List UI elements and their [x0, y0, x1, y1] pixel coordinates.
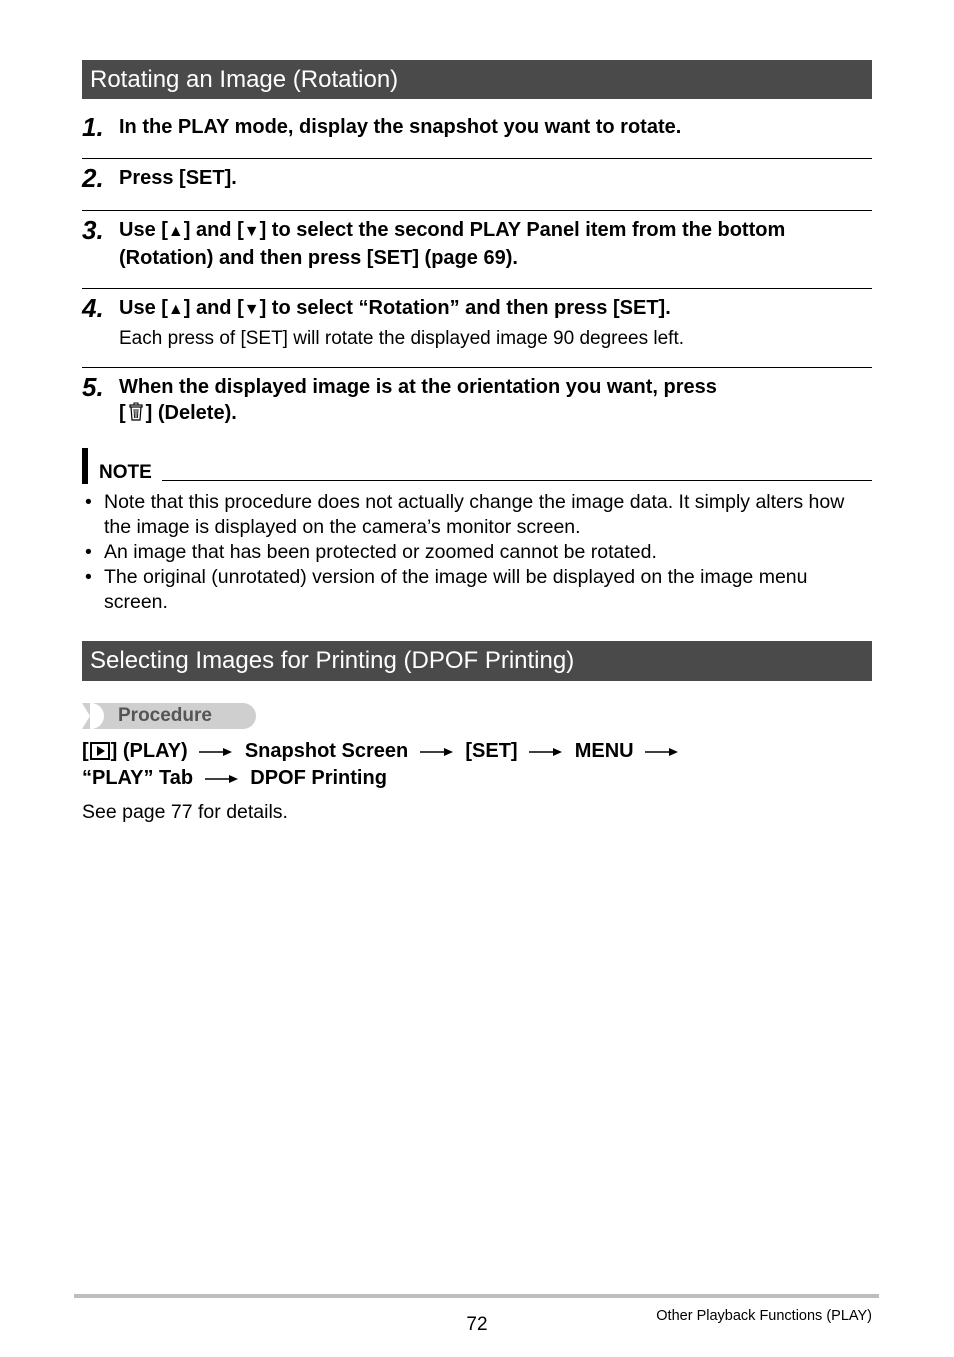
footer-section-title: Other Playback Functions (PLAY): [656, 1308, 872, 1324]
step-number: 1.: [82, 112, 104, 142]
step-divider: [82, 288, 872, 289]
path-text: “PLAY” Tab: [82, 767, 194, 789]
note-list: [82, 490, 872, 615]
step-text-part: When the displayed image is at the orientation you want, press: [119, 376, 717, 398]
path-text: [: [82, 740, 89, 762]
trash-icon: [128, 402, 144, 429]
arrow-right-icon: [199, 747, 233, 757]
arrow-right-icon: [420, 747, 454, 757]
section-title-rotation: Rotating an Image (Rotation): [82, 60, 872, 99]
path-text: MENU: [574, 740, 634, 762]
step-number: 2.: [82, 163, 104, 193]
menu-path: [82, 738, 872, 792]
down-arrow-icon: ▼: [243, 301, 260, 318]
step-text-part: ] to select the second PLAY Panel item from the bottom: [259, 219, 786, 241]
up-arrow-icon: ▲: [167, 301, 184, 318]
procedure-badge: [82, 703, 256, 729]
note-text: Note that this procedure does not actually change the image data. It simply alters how the image is displayed on the camera’s monitor screen.: [104, 491, 845, 538]
page-number: 72: [466, 1314, 488, 1335]
step-divider: [82, 158, 872, 159]
step-text: Press [SET].: [119, 167, 237, 189]
note-label: NOTE: [99, 462, 152, 483]
up-arrow-icon: ▲: [167, 223, 184, 240]
step-number: 3.: [82, 215, 104, 245]
step-detail: Each press of [SET] will rotate the displayed image 90 degrees left.: [119, 328, 685, 349]
step-text-part: Use [: [119, 297, 168, 319]
note-text: An image that has been protected or zoomed cannot be rotated.: [104, 541, 657, 563]
procedure-label: Procedure: [118, 705, 212, 726]
step-text: [119, 295, 872, 351]
step-text-part: ] and [: [183, 219, 244, 241]
step-divider: [82, 210, 872, 211]
badge-decoration: [90, 703, 104, 729]
step-text: [119, 217, 872, 271]
path-text: DPOF Printing: [250, 767, 387, 789]
down-arrow-icon: ▼: [243, 223, 260, 240]
step-number: 4.: [82, 293, 104, 323]
arrow-right-icon: [205, 774, 239, 784]
footer-divider: [74, 1294, 879, 1298]
list-item: [82, 490, 872, 540]
see-page-reference: See page 77 for details.: [82, 801, 288, 823]
bullet: •: [85, 566, 92, 588]
bullet: •: [85, 491, 92, 513]
arrow-right-icon: [529, 747, 563, 757]
step-text-part: ] to select “Rotation” and then press [SET].: [259, 297, 671, 319]
step-number: 5.: [82, 372, 104, 402]
step-text: [119, 374, 872, 429]
path-text: [SET]: [465, 740, 518, 762]
arrow-right-icon: [645, 747, 679, 757]
path-text: Snapshot Screen: [244, 740, 409, 762]
section-title-dpof: Selecting Images for Printing (DPOF Printing): [82, 641, 872, 681]
note-divider: [162, 480, 872, 481]
step-text-part: Use [: [119, 219, 168, 241]
play-icon: [90, 742, 110, 760]
bullet: •: [85, 541, 92, 563]
list-item: [82, 540, 872, 565]
note-text: The original (unrotated) version of the image will be displayed on the image menu screen.: [104, 566, 808, 613]
badge-decoration: [82, 703, 90, 729]
step-text-part: (Rotation) and then press [SET] (page 69).: [119, 247, 518, 269]
step-text-part: ] and [: [183, 297, 244, 319]
step-text: In the PLAY mode, display the snapshot you want to rotate.: [119, 116, 682, 138]
note-marker: [82, 448, 88, 484]
step-text-part: [: [119, 402, 126, 424]
step-text-part: ] (Delete).: [145, 402, 237, 424]
step-divider: [82, 367, 872, 368]
path-text: ] (PLAY): [110, 740, 188, 762]
list-item: [82, 565, 872, 615]
